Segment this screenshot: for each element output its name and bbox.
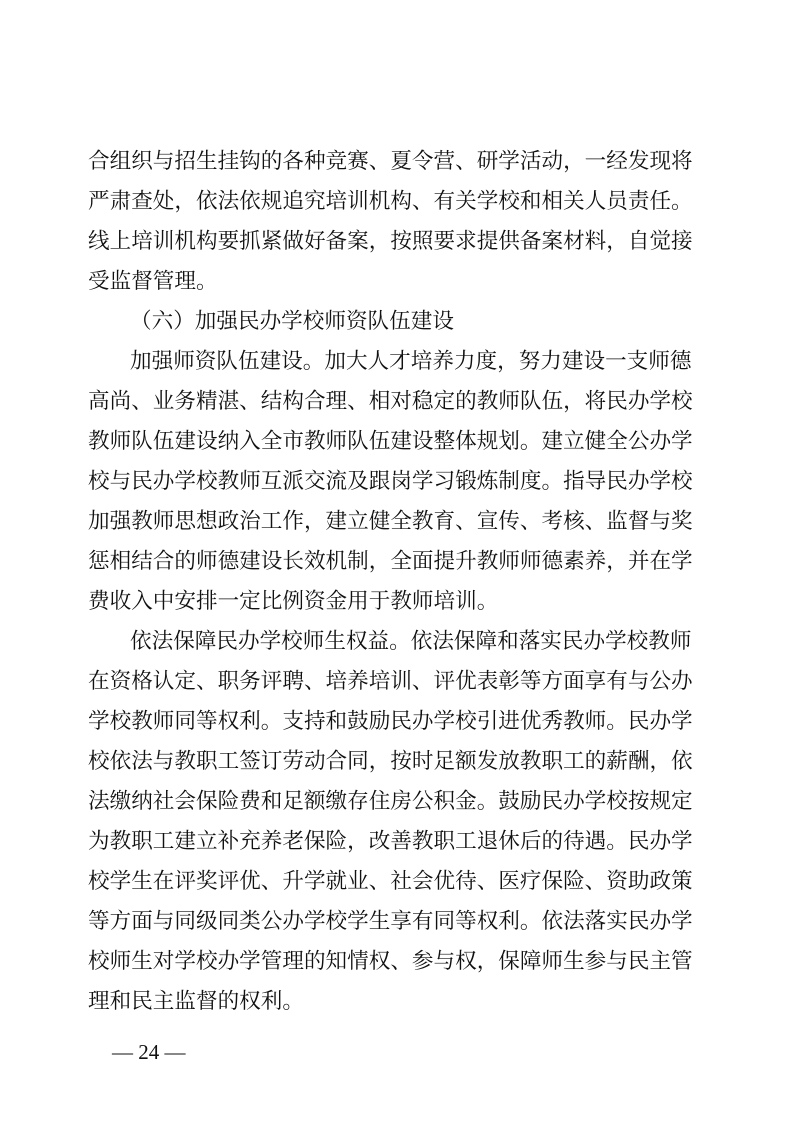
paragraph-first-line: 依法保障民办学校师生权益。依法保障和落实民办学校教师 xyxy=(130,629,692,654)
body-line: 理和民主监督的权利。 xyxy=(88,989,304,1014)
body-line: 在资格认定、职务评聘、培养培训、评优表彰等方面享有与公办 xyxy=(88,669,693,694)
body-line: 校学生在评奖评优、升学就业、社会优待、医疗保险、资助政策 xyxy=(88,869,693,894)
body-line: 严肃查处，依法依规追究培训机构、有关学校和相关人员责任。 xyxy=(88,189,693,214)
section-heading: （六）加强民办学校师资队伍建设 xyxy=(130,309,454,334)
body-line: 校师生对学校办学管理的知情权、参与权，保障师生参与民主管 xyxy=(88,949,693,974)
body-line: 为教职工建立补充养老保险，改善教职工退休后的待遇。民办学 xyxy=(88,829,693,854)
body-line: 合组织与招生挂钩的各种竞赛、夏令营、研学活动，一经发现将 xyxy=(88,149,693,174)
body-line: 受监督管理。 xyxy=(88,269,218,294)
body-line: 校依法与教职工签订劳动合同，按时足额发放教职工的薪酬，依 xyxy=(88,749,693,774)
body-line: 教师队伍建设纳入全市教师队伍建设整体规划。建立健全公办学 xyxy=(88,429,693,454)
body-line: 加强教师思想政治工作，建立健全教育、宣传、考核、监督与奖 xyxy=(88,509,693,534)
body-line: 学校教师同等权利。支持和鼓励民办学校引进优秀教师。民办学 xyxy=(88,709,693,734)
body-line: 惩相结合的师德建设长效机制，全面提升教师师德素养，并在学 xyxy=(88,549,693,574)
body-line: 校与民办学校教师互派交流及跟岗学习锻炼制度。指导民办学校 xyxy=(88,469,693,494)
body-line: 等方面与同级同类公办学校学生享有同等权利。依法落实民办学 xyxy=(88,909,693,934)
body-line: 法缴纳社会保险费和足额缴存住房公积金。鼓励民办学校按规定 xyxy=(88,789,693,814)
paragraph-first-line: 加强师资队伍建设。加大人才培养力度，努力建设一支师德 xyxy=(130,349,692,374)
body-line: 高尚、业务精湛、结构合理、相对稳定的教师队伍，将民办学校 xyxy=(88,389,693,414)
body-line: 费收入中安排一定比例资金用于教师培训。 xyxy=(88,589,499,614)
body-line: 线上培训机构要抓紧做好备案，按照要求提供备案材料，自觉接 xyxy=(88,229,693,254)
page-number: — 24 — xyxy=(112,1040,186,1064)
